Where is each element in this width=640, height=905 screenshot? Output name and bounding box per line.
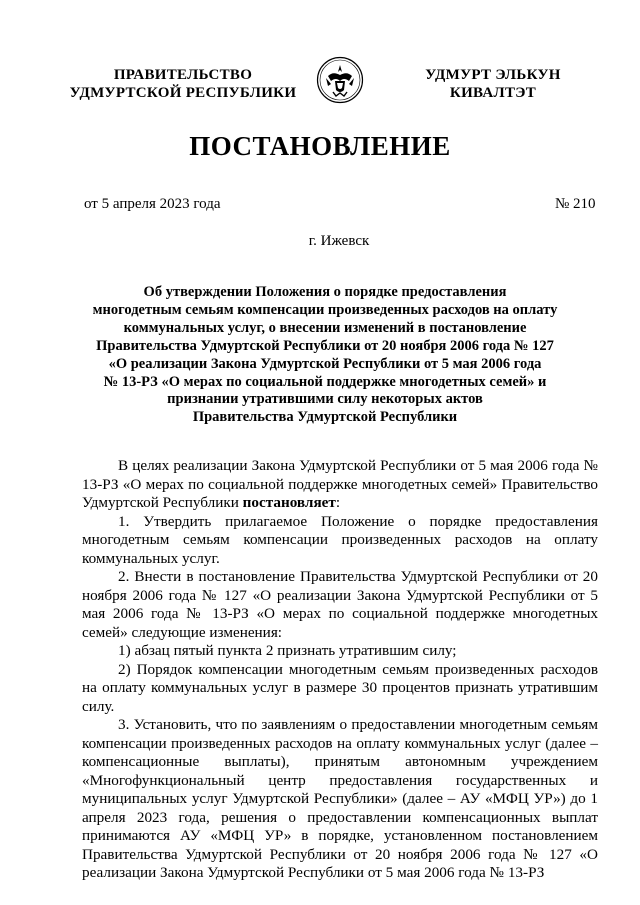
document-number: № 210 — [555, 196, 596, 212]
title-line: Правительства Удмуртской Республики — [192, 409, 458, 426]
document-city: г. Ижевск — [308, 233, 370, 249]
title-line: коммунальных услуг, о внесении изменений в постановление — [123, 319, 527, 336]
document-body — [82, 457, 598, 883]
header-left-line1: ПРАВИТЕЛЬСТВО — [113, 67, 253, 83]
document-date: от 5 апреля 2023 года — [84, 196, 221, 212]
header-right-line2: КИВАЛТЭТ — [449, 85, 537, 101]
body-paragraph-1: 1. Утвердить прилагаемое Положение о порядке предоставления многодетным семьям компенсации произведенных расходов на оплату коммунальных услуг. — [82, 512, 598, 567]
body-paragraph-2-item-1: 1) абзац пятый пункта 2 признать утратившим силу; — [118, 642, 457, 659]
header-left-line2: УДМУРТСКОЙ РЕСПУБЛИКИ — [69, 85, 297, 101]
header-right-line1: УДМУРТ ЭЛЬКУН — [425, 67, 561, 83]
document-title — [90, 284, 560, 427]
title-line: Правительства Удмуртской Республики от 20 ноября 2006 года № 127 — [96, 337, 554, 354]
title-line: Об утверждении Положения о порядке предоставления — [143, 284, 507, 300]
preamble-colon: : — [335, 494, 341, 511]
preamble-resolves-word: постановляет — [242, 494, 336, 511]
header-right-block — [398, 66, 588, 102]
title-line: «О реализации Закона Удмуртской Республики от 5 мая 2006 года — [108, 355, 542, 372]
body-paragraph-preamble — [82, 457, 598, 513]
preamble-text: В целях реализации Закона Удмуртской Республики от 5 мая 2006 года № 13-РЗ «О мерах по социальной поддержке многодетных семей» Правительство Удмуртской Республики — [82, 457, 598, 511]
coat-of-arms-emblem-icon — [316, 56, 364, 104]
header-left-block — [58, 66, 308, 102]
title-line: многодетным семьям компенсации произведенных расходов на оплату — [92, 301, 558, 318]
document-type-heading: ПОСТАНОВЛЕНИЕ — [189, 131, 451, 161]
title-line: № 13-РЗ «О мерах по социальной поддержке многодетных семей» и — [103, 373, 547, 390]
body-paragraph-2: 2. Внести в постановление Правительства Удмуртской Республики от 20 ноября 2006 года № 127 «О реализации Закона Удмуртской Республики от 5 мая 2006 года № 13-РЗ «О мерах по социальной поддержке многодетных семей» следующие изменения: — [82, 568, 598, 641]
body-paragraph-2-item-2: 2) Порядок компенсации многодетным семьям произведенных расходов на оплату коммунальных услуг в размере 30 процентов признать утратившим силу. — [82, 660, 598, 715]
title-line: признании утратившими силу некоторых актов — [167, 391, 483, 408]
body-paragraph-3: 3. Установить, что по заявлениям о предоставлении многодетным семьям компенсации произведенных расходов на оплату коммунальных услуг (далее – компенсационные выплаты), принятым автономным учреждением «Многофункциональный центр предоставления государственных и муниципальных услуг Удмуртской Республики» (далее – АУ «МФЦ УР») до 1 апреля 2023 года, решения о предоставлении компенсационных выплат принимаются АУ «МФЦ УР» в порядке, установленном постановлением Правительства Удмуртской Республики от 20 ноября 2006 года № 127 «О реализации Закона Удмуртской Республики от 5 мая 2006 года № 13-РЗ — [82, 716, 598, 881]
